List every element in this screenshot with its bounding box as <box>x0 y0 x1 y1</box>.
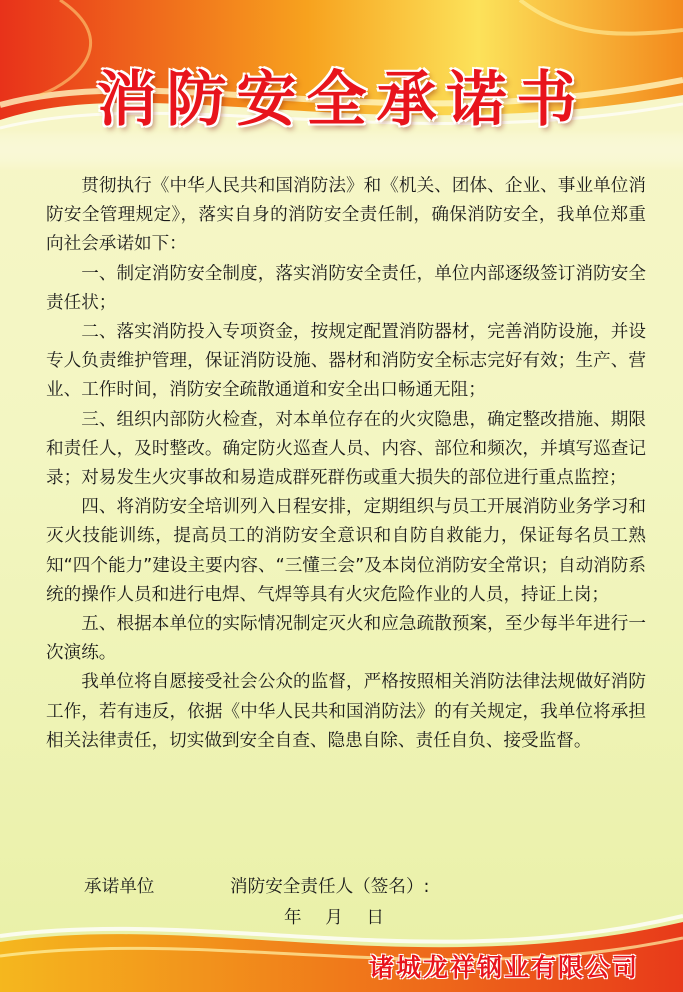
date-year: 年 <box>284 908 302 928</box>
clause-2-paragraph: 二、落实消防投入专项资金，按规定配置消防器材，完善消防设施，并设专人负责维护管理，保证消防设施、器材和消防安全标志完好有效；生产、营业、工作时间，消防安全疏散通道和安全出口畅通无阻； <box>46 322 646 401</box>
date-month: 月 <box>325 908 343 928</box>
clause-5-paragraph: 五、根据本单位的实际情况制定灭火和应急疏散预案，至少每半年进行一次演练。 <box>46 614 646 664</box>
clause-1-paragraph: 一、制定消防安全制度，落实消防安全责任，单位内部逐级签订消防安全责任状； <box>46 263 646 313</box>
closing-paragraph: 我单位将自愿接受社会公众的监督，严格按照相关消防法律法规做好消防工作，若有违反，依据《中华人民共和国消防法》的有关规定，我单位将承担相关法律责任，切实做到安全自查、隐患自除、责任自负、接受监督。 <box>46 672 646 751</box>
page-title: 消防安全承诺书 <box>96 65 587 135</box>
company-name: 诸城龙祥钢业有限公司 <box>368 953 639 982</box>
commitment-unit-label: 承诺单位 <box>84 877 155 897</box>
responsible-person-label: 消防安全责任人（签名）: <box>230 877 430 897</box>
clause-4-paragraph: 四、将消防安全培训列入日程安排，定期组织与员工开展消防业务学习和灭火技能训练，提高员工的消防安全意识和自防自救能力，保证每名员工熟知“四个能力”建设主要内容、“三懂三会”及本岗位消防安全常识；自动消防系统的操作人员和进行电焊、气焊等具有火灾危险作业的人员，持证上岗； <box>46 497 646 605</box>
clause-3-paragraph: 三、组织内部防火检查，对本单位存在的火灾隐患，确定整改措施、期限和责任人，及时整改。确定防火巡查人员、内容、部位和频次，并填写巡查记录；对易发生火灾事故和易造成群死群伤或重大损失的部位进行重点监控； <box>46 409 646 489</box>
commitment-body <box>46 172 646 756</box>
date-day: 日 <box>366 908 385 928</box>
intro-paragraph: 贯彻执行《中华人民共和国消防法》和《机关、团体、企业、事业单位消防安全管理规定》，落实自身的消防安全责任制，确保消防安全，我单位郑重向社会承诺如下： <box>46 176 646 255</box>
